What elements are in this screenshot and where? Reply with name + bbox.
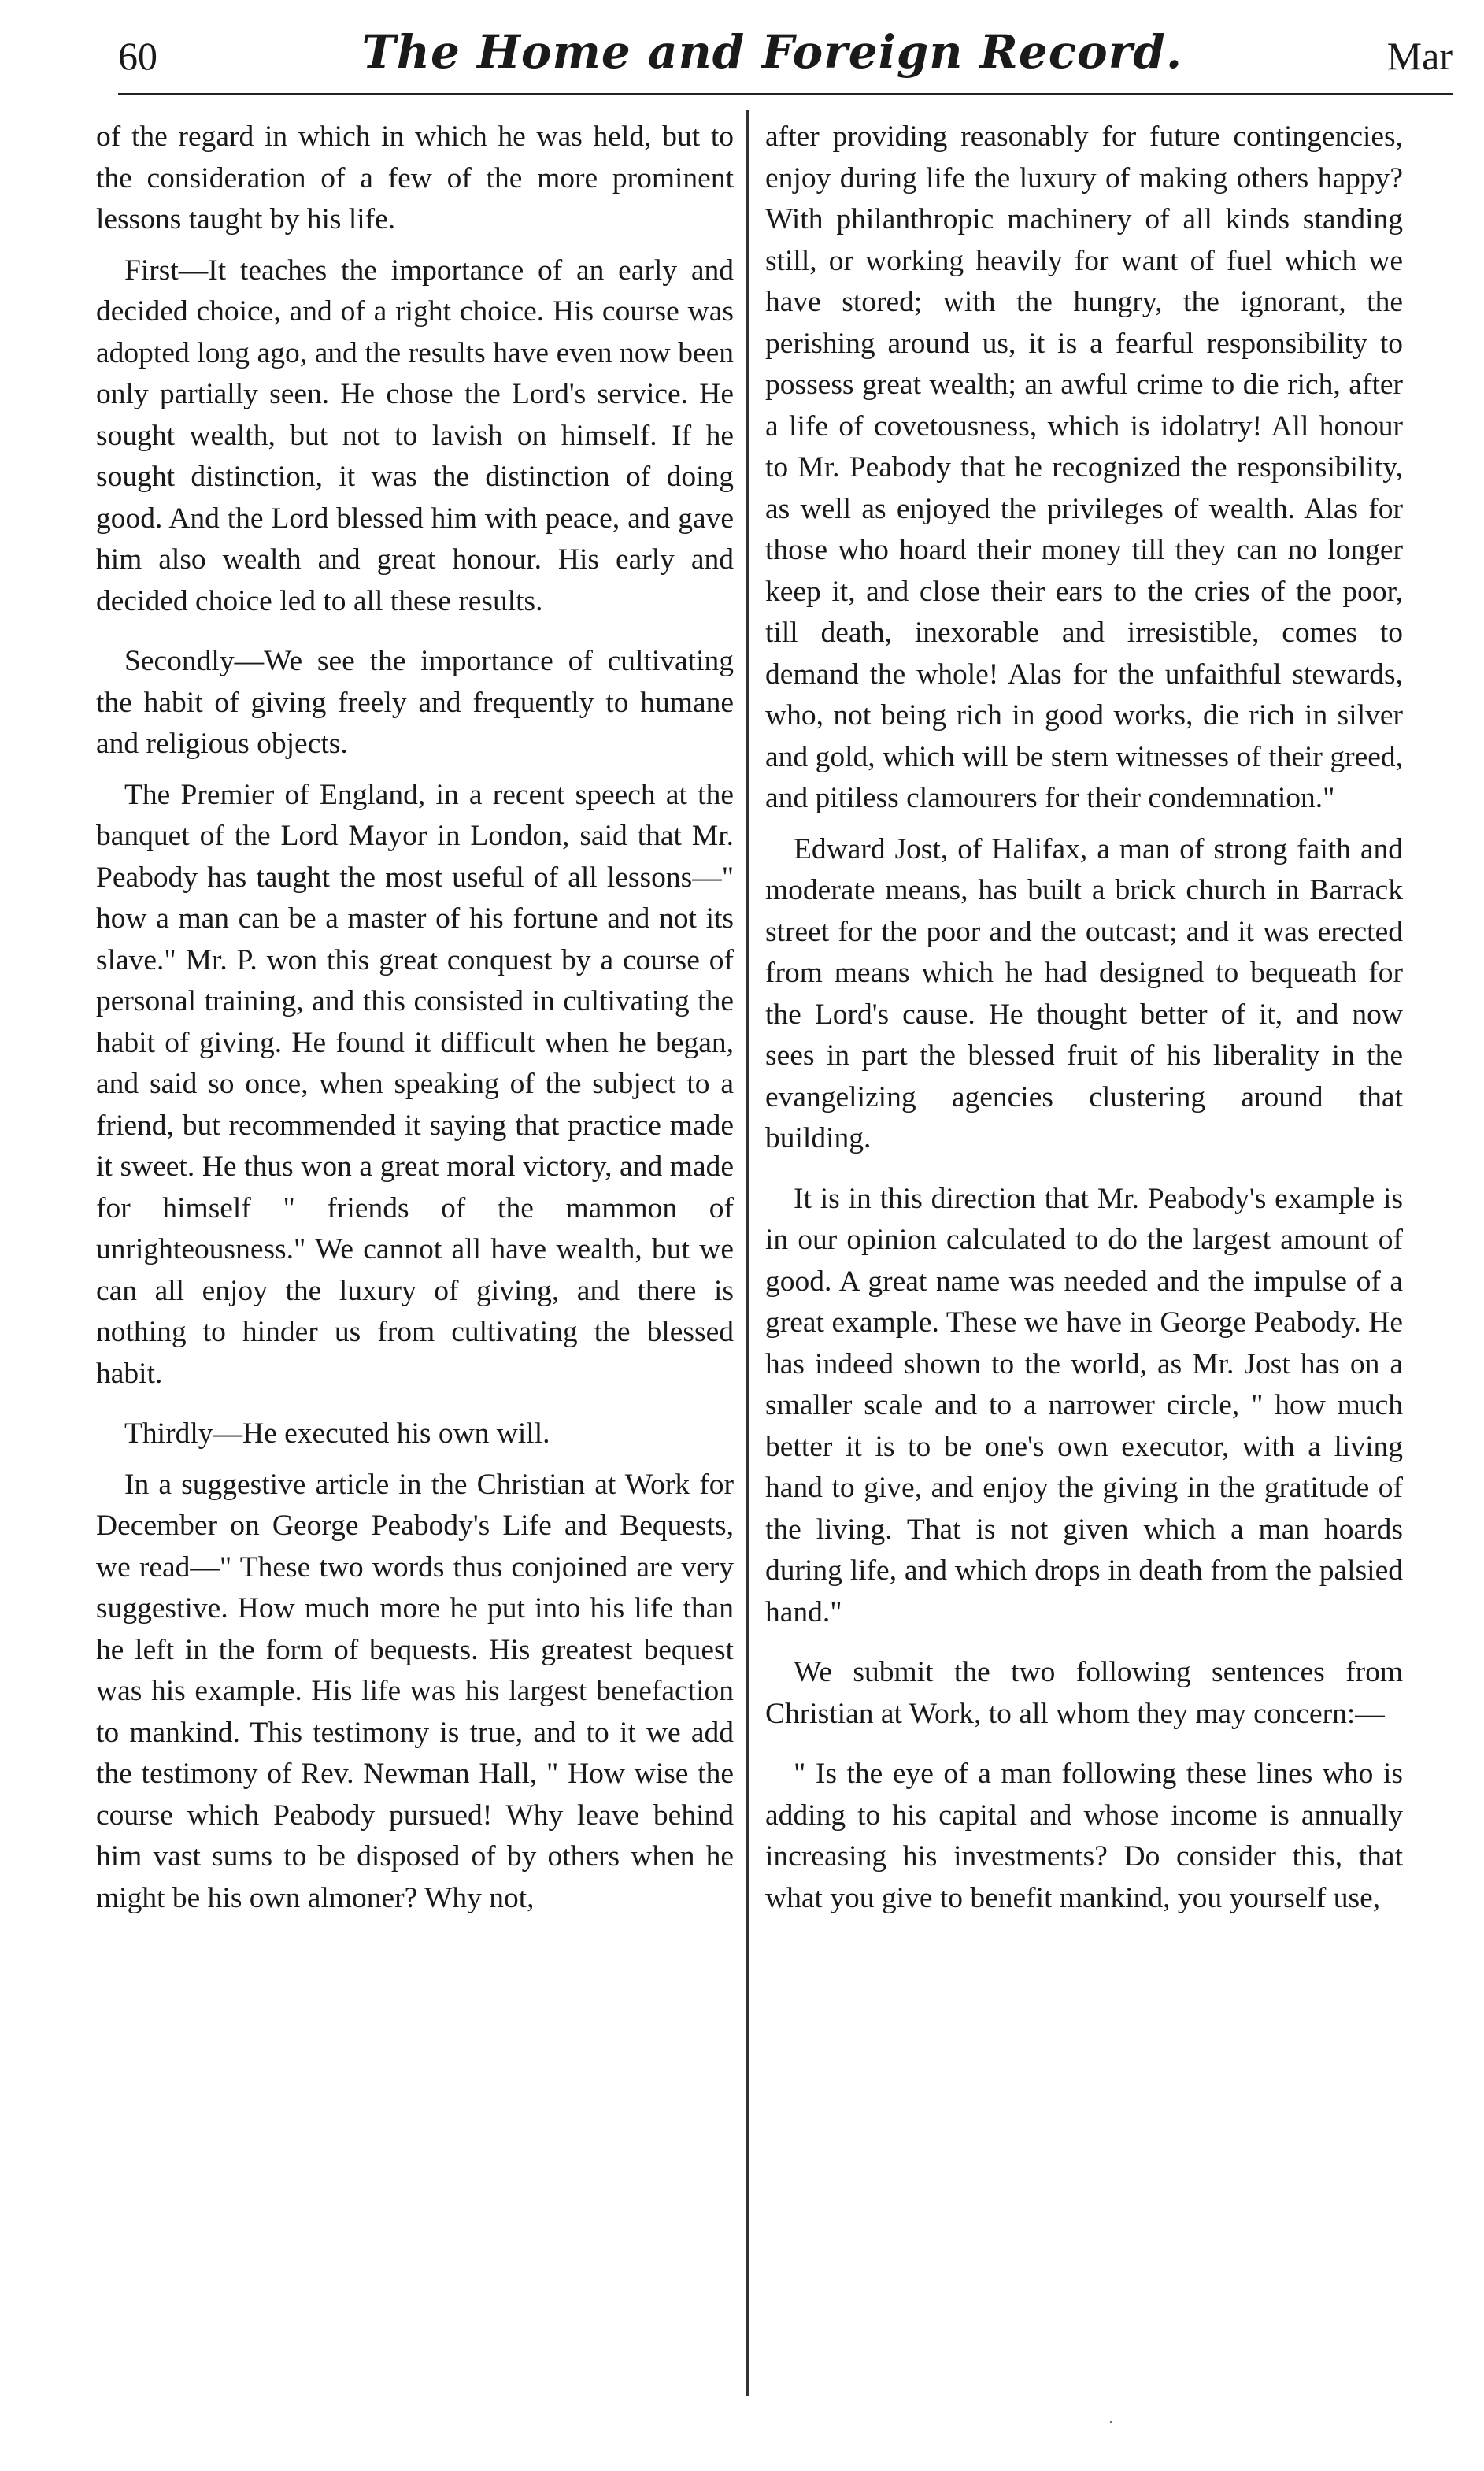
print-speck: · bbox=[1108, 2414, 1113, 2430]
left-column bbox=[96, 117, 734, 1919]
header-month: Mar bbox=[1386, 34, 1453, 78]
running-title: The Home and Foreign Record. bbox=[361, 25, 1183, 79]
paragraph: Thirdly—He executed his own will. bbox=[124, 1417, 550, 1450]
page-number: 60 bbox=[118, 34, 157, 78]
paragraph: In a suggestive article in the Christian at Work for December on George Peabody's Life and Bequests, we read—" These two words thus conjoined are very suggestive. How much more he put into his life than he left in the form of bequests. His greatest bequest was his example. His life was his largest benefaction to mankind. This testimony is true, and to it we add the testimony of Rev. Newman Hall, " How wise the course which Peabody pursued! Why leave behind him vast sums to be disposed of by others when he might be his own almoner? Why not, bbox=[96, 1468, 734, 1914]
right-column bbox=[765, 117, 1403, 1919]
page-header bbox=[118, 24, 1453, 79]
paragraph: " Is the eye of a man following these lines who is adding to his capital and whose income is annually increasing his investments? Do consider this, that what you give to benefit mankind, you yourself use, bbox=[765, 1758, 1403, 1914]
paragraph: Edward Jost, of Halifax, a man of strong faith and moderate means, has built a brick church in Barrack street for the poor and the outcast; and it was erected from means which he had designed to bequeath for the Lord's cause. He thought better of it, and now sees in part the blessed fruit of his liberality in the evangelizing agencies clustering around that building. bbox=[765, 832, 1403, 1154]
column-divider bbox=[746, 110, 749, 2396]
paragraph: We submit the two following sentences from Christian at Work, to all whom they may concern:— bbox=[765, 1656, 1403, 1730]
paragraph: First—It teaches the importance of an early and decided choice, and of a right choice. His course was adopted long ago, and the results have even now been only partially seen. He chose the Lord's service. He sought wealth, but not to lavish on himself. If he sought distinction, it was the distinction of doing good. And the Lord blessed him with peace, and gave him also wealth and great honour. His early and decided choice led to all these results. bbox=[96, 254, 734, 617]
header-rule bbox=[118, 93, 1453, 95]
paragraph: It is in this direction that Mr. Peabody's example is in our opinion calculated to do the largest amount of good. A great name was needed and the impulse of a great example. These we have in George Peabody. He has indeed shown to the world, as Mr. Jost has on a smaller scale and to a narrower circle, " how much better it is to be one's own executor, with a living hand to give, and enjoy the giving in the gratitude of the living. That is not given which a man hoards during life, and which drops in death from the palsied hand." bbox=[765, 1182, 1403, 1628]
paragraph: Secondly—We see the importance of cultivating the habit of giving freely and frequently to humane and religious objects. bbox=[96, 645, 734, 760]
paragraph: after providing reasonably for future contingencies, enjoy during life the luxury of making others happy? With philanthropic machinery of all kinds standing still, or working heavily for want of fuel which we have stored; with the hungry, the ignorant, the perishing around us, it is a fearful responsibility to possess great wealth; an awful crime to die rich, after a life of covetousness, which is idolatry! All honour to Mr. Peabody that he recognized the responsibility, as well as enjoyed the privileges of wealth. Alas for those who hoard their money till they can no longer keep it, and close their ears to the cries of the poor, till death, inexorable and irresistible, comes to demand the whole! Alas for the unfaithful stewards, who, not being rich in good works, die rich in silver and gold, which will be stern witnesses of their greed, and pitiless clamourers for their condemnation." bbox=[765, 120, 1403, 814]
paragraph: The Premier of England, in a recent speech at the banquet of the Lord Mayor in London, said that Mr. Peabody has taught the most useful of all lessons—" how a man can be a master of his fortune and not its slave." Mr. P. won this great conquest by a course of personal training, and this consisted in cultivating the habit of giving. He found it difficult when he began, and said so once, when speaking of the subject to a friend, but recommended it saying that practice made it sweet. He thus won a great moral victory, and made for himself " friends of the mammon of unrighteousness." We cannot all have wealth, but we can all enjoy the luxury of giving, and there is nothing to hinder us from cultivating the blessed habit. bbox=[96, 778, 734, 1390]
paragraph: of the regard in which in which he was held, but to the consideration of a few of the more prominent lessons taught by his life. bbox=[96, 120, 734, 235]
